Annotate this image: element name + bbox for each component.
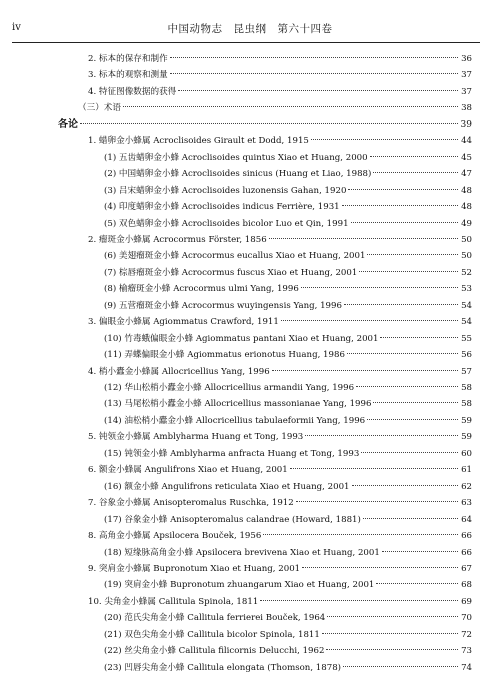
- toc-entry: [104, 577, 472, 593]
- toc-entry-text: 1. 蜡卵金小蜂属 Acroclisoides Girault et Dodd, 1915: [88, 136, 309, 147]
- toc-entry: [104, 413, 472, 429]
- page-number: iv: [12, 22, 21, 33]
- toc-entry: [104, 610, 472, 626]
- toc-entry-text: (16) 额金小蜂 Angulifrons reticulata Xiao et Huang, 2001: [104, 481, 350, 492]
- toc-entry: [104, 265, 472, 281]
- leader-dots: [170, 57, 458, 58]
- toc-entry-text: (14) 油松梢小蠹金小蜂 Allocricellius tabulaeformii Yang, 1996: [104, 415, 366, 426]
- leader-dots: [343, 666, 458, 667]
- toc-page-number: 72: [461, 629, 472, 640]
- toc-entry: [104, 166, 472, 182]
- toc-entry-text: (2) 中国蜡卵金小蜂 Acroclisoides sinicus (Huang et Liao, 1988): [104, 169, 372, 180]
- leader-dots: [178, 90, 458, 91]
- leader-dots: [170, 73, 458, 74]
- toc-page-number: 67: [461, 563, 472, 574]
- toc-entry-text: 10. 尖角金小蜂属 Callitula Spinola, 1811: [88, 596, 259, 607]
- toc-entry-text: 3. 标本的观察和测量: [88, 70, 168, 81]
- toc-entry-text: 4. 特征图像数据的获得: [88, 86, 177, 97]
- leader-dots: [305, 435, 458, 436]
- leader-dots: [281, 320, 458, 321]
- leader-dots: [290, 468, 458, 469]
- leader-dots: [272, 370, 458, 371]
- toc-page-number: 54: [461, 300, 472, 311]
- toc-entry: [88, 528, 472, 544]
- toc-page-number: 69: [461, 596, 472, 607]
- toc-page-number: 50: [461, 234, 472, 245]
- toc-page-number: 74: [461, 662, 472, 673]
- toc-page-number: 56: [461, 350, 472, 361]
- toc-page-number: 66: [461, 547, 472, 558]
- toc-entry: [104, 281, 472, 297]
- toc-entry: [104, 150, 472, 166]
- toc-entry-text: (5) 双色蜡卵金小蜂 Acroclisoides bicolor Luo et Qin, 1991: [104, 218, 349, 229]
- toc-page-number: 61: [461, 465, 472, 476]
- toc-entry-text: (6) 美翅瘤斑金小蜂 Acrocormus eucallus Xiao et Huang, 2001: [104, 251, 366, 262]
- toc-entry: [104, 380, 472, 396]
- toc-entry-text: (7) 棕唇瘤斑金小蜂 Acrocormus fuscus Xiao et Huang, 2001: [104, 267, 358, 278]
- leader-dots: [322, 633, 458, 634]
- toc-entry: [88, 462, 472, 478]
- toc-page-number: 53: [461, 284, 472, 295]
- leader-dots: [370, 156, 458, 157]
- toc-page-number: 59: [461, 432, 472, 443]
- leader-dots: [376, 583, 458, 584]
- leader-dots: [363, 518, 458, 519]
- toc-entry-text: (20) 范氏尖角金小蜂 Callitula ferrierei Bouček, 1964: [104, 613, 326, 624]
- toc-entry-text: (1) 五齿蜡卵金小蜂 Acroclisoides quintus Xiao et Huang, 2000: [104, 152, 368, 163]
- toc-entry-text: 4. 梢小蠹金小蜂属 Allocricellius Yang, 1996: [88, 366, 270, 377]
- toc-entry-text: 5. 钝领金小蜂属 Amblyharma Huang et Tong, 1993: [88, 432, 304, 443]
- leader-dots: [263, 534, 458, 535]
- toc-entry: [104, 396, 472, 412]
- toc-entry-text: (15) 钝领金小蜂 Amblyharma anfracta Huang et Tong, 1993: [104, 448, 360, 459]
- toc-entry: [104, 545, 472, 561]
- leader-dots: [260, 600, 458, 601]
- toc-entry: [88, 495, 472, 511]
- leader-dots: [351, 222, 458, 223]
- toc-page-number: 36: [461, 54, 472, 64]
- toc-entry: [104, 216, 472, 232]
- toc-entry: [104, 660, 472, 676]
- leader-dots: [80, 123, 458, 124]
- leader-dots: [327, 616, 458, 617]
- toc-page-number: 48: [461, 202, 472, 213]
- toc-page-number: 60: [461, 448, 472, 459]
- header-rule: [12, 42, 480, 43]
- toc-page-number: 58: [461, 383, 472, 393]
- toc-page-number: 45: [461, 152, 472, 163]
- toc-entry-text: (4) 印度蜡卵金小蜂 Acroclisoides indicus Ferrière, 1931: [104, 202, 340, 213]
- toc-entry-text: 2. 瘤斑金小蜂属 Acrocormus Förster, 1856: [88, 234, 267, 245]
- toc-entry-text: 3. 偏眼金小蜂属 Agiommatus Crawford, 1911: [88, 317, 279, 328]
- toc-page-number: 73: [461, 646, 472, 657]
- toc-page-number: 47: [461, 169, 472, 180]
- toc-entry: [104, 248, 472, 264]
- toc-entry: [104, 643, 472, 659]
- toc-entry-text: (21) 双色尖角金小蜂 Callitula bicolor Spinola, 1811: [104, 629, 320, 640]
- leader-dots: [302, 567, 458, 568]
- leader-dots: [352, 485, 458, 486]
- leader-dots: [373, 172, 458, 173]
- toc-page-number: 59: [461, 415, 472, 426]
- toc-entry: [88, 429, 472, 445]
- toc-entry: [104, 183, 472, 199]
- toc-entry-text: (12) 华山松梢小蠹金小蜂 Allocricellius armandii Yang, 1996: [104, 383, 355, 393]
- toc-entry-text: 6. 额金小蜂属 Angulifrons Xiao et Huang, 2001: [88, 465, 288, 476]
- leader-dots: [344, 304, 458, 305]
- toc-entry-text: (3) 吕宋蜡卵金小蜂 Acroclisoides luzonensis Gahan, 1920: [104, 185, 347, 196]
- leader-dots: [296, 501, 458, 502]
- leader-dots: [326, 649, 458, 650]
- toc-entry-text: (22) 丝尖角金小蜂 Callitula filicornis Delucchi, 1962: [104, 646, 325, 657]
- toc-entry: [88, 51, 472, 67]
- page-header: [0, 0, 500, 50]
- toc-page-number: 68: [461, 580, 472, 591]
- toc-entry: [88, 84, 472, 100]
- leader-dots: [311, 139, 458, 140]
- toc-entry: [104, 347, 472, 363]
- toc-page-number: 49: [461, 218, 472, 229]
- toc-page-number: 57: [461, 366, 472, 377]
- toc-entry: [104, 446, 472, 462]
- toc-entry-text: 7. 谷象金小蜂属 Anisopteromalus Ruschka, 1912: [88, 498, 294, 509]
- leader-dots: [348, 189, 458, 190]
- leader-dots: [367, 419, 458, 420]
- toc-entry-text: (13) 马尾松梢小蠹金小蜂 Allocricellius massonianae Yang, 1996: [104, 399, 372, 410]
- toc-page-number: 58: [461, 399, 472, 410]
- toc-entry: [104, 199, 472, 215]
- toc-entry: [104, 479, 472, 495]
- toc-page-number: 55: [461, 333, 472, 344]
- toc-page-number: 48: [461, 185, 472, 196]
- toc-page-number: 44: [461, 136, 472, 147]
- toc-page-number: 37: [461, 86, 472, 97]
- toc-entry-text: (8) 榆瘤斑金小蜂 Acrocormus ulmi Yang, 1996: [104, 284, 299, 295]
- leader-dots: [123, 106, 458, 107]
- toc-page-number: 70: [461, 613, 472, 624]
- toc-entry: [104, 627, 472, 643]
- toc-entry: [88, 314, 472, 330]
- leader-dots: [367, 254, 458, 255]
- toc-page-number: 50: [461, 251, 472, 262]
- toc-page-number: 37: [461, 70, 472, 81]
- toc-page-number: 54: [461, 317, 472, 328]
- toc-page-number: 63: [461, 498, 472, 509]
- toc-entry: [104, 512, 472, 528]
- running-title: 中国动物志 昆虫纲 第六十四卷: [167, 23, 333, 35]
- leader-dots: [342, 205, 458, 206]
- leader-dots: [269, 238, 458, 239]
- toc-entry: [88, 561, 472, 577]
- toc-entry-text: (19) 突肩金小蜂 Bupronotum zhuangarum Xiao et Huang, 2001: [104, 580, 375, 591]
- toc-section-heading: [58, 117, 472, 133]
- toc-entry: [104, 298, 472, 314]
- toc-entry-text: （三）术语: [78, 103, 121, 114]
- toc-page-number: 52: [461, 267, 472, 278]
- toc-entry: [88, 133, 472, 149]
- toc-entry-text: (23) 凹唇尖角金小蜂 Callitula elongata (Thomson, 1878): [104, 662, 342, 673]
- leader-dots: [359, 271, 458, 272]
- leader-dots: [361, 452, 458, 453]
- toc-entry: [78, 100, 472, 116]
- toc-entry-text: (10) 竹毒蛾偏眼金小蜂 Agiommatus pantani Xiao et Huang, 2001: [104, 333, 379, 344]
- leader-dots: [380, 337, 458, 338]
- toc-page-number: 62: [461, 481, 472, 492]
- toc-entry-text: (9) 五营瘤斑金小蜂 Acrocormus wuyingensis Yang, 1996: [104, 300, 342, 311]
- toc-entry: [88, 67, 472, 83]
- leader-dots: [301, 287, 458, 288]
- toc-entry-text: (17) 谷象金小蜂 Anisopteromalus calandrae (Howard, 1881): [104, 514, 361, 525]
- toc-entry-text: 8. 高角金小蜂属 Apsilocera Bouček, 1956: [88, 531, 262, 542]
- toc-entry-text: (18) 短缘脉高角金小蜂 Apsilocera brevivena Xiao et Huang, 2001: [104, 547, 380, 558]
- toc-page-number: 64: [461, 514, 472, 525]
- toc-entry: [88, 364, 472, 380]
- toc-entry: [88, 232, 472, 248]
- toc-entry-text: 各论: [58, 118, 78, 130]
- leader-dots: [356, 386, 458, 387]
- leader-dots: [347, 353, 458, 354]
- toc-page-number: 66: [461, 531, 472, 542]
- leader-dots: [373, 402, 458, 403]
- toc-entry: [104, 331, 472, 347]
- toc-page-number: 39: [460, 119, 472, 130]
- toc-entry: [88, 594, 472, 610]
- leader-dots: [382, 551, 458, 552]
- toc-page-number: 38: [461, 103, 472, 114]
- toc-entry-text: 2. 标本的保存和制作: [88, 54, 168, 64]
- toc-entry-text: (11) 弄蝶偏眼金小蜂 Agiommatus erionotus Huang, 1986: [104, 350, 345, 361]
- toc-entry-text: 9. 突肩金小蜂属 Bupronotum Xiao et Huang, 2001: [88, 563, 301, 574]
